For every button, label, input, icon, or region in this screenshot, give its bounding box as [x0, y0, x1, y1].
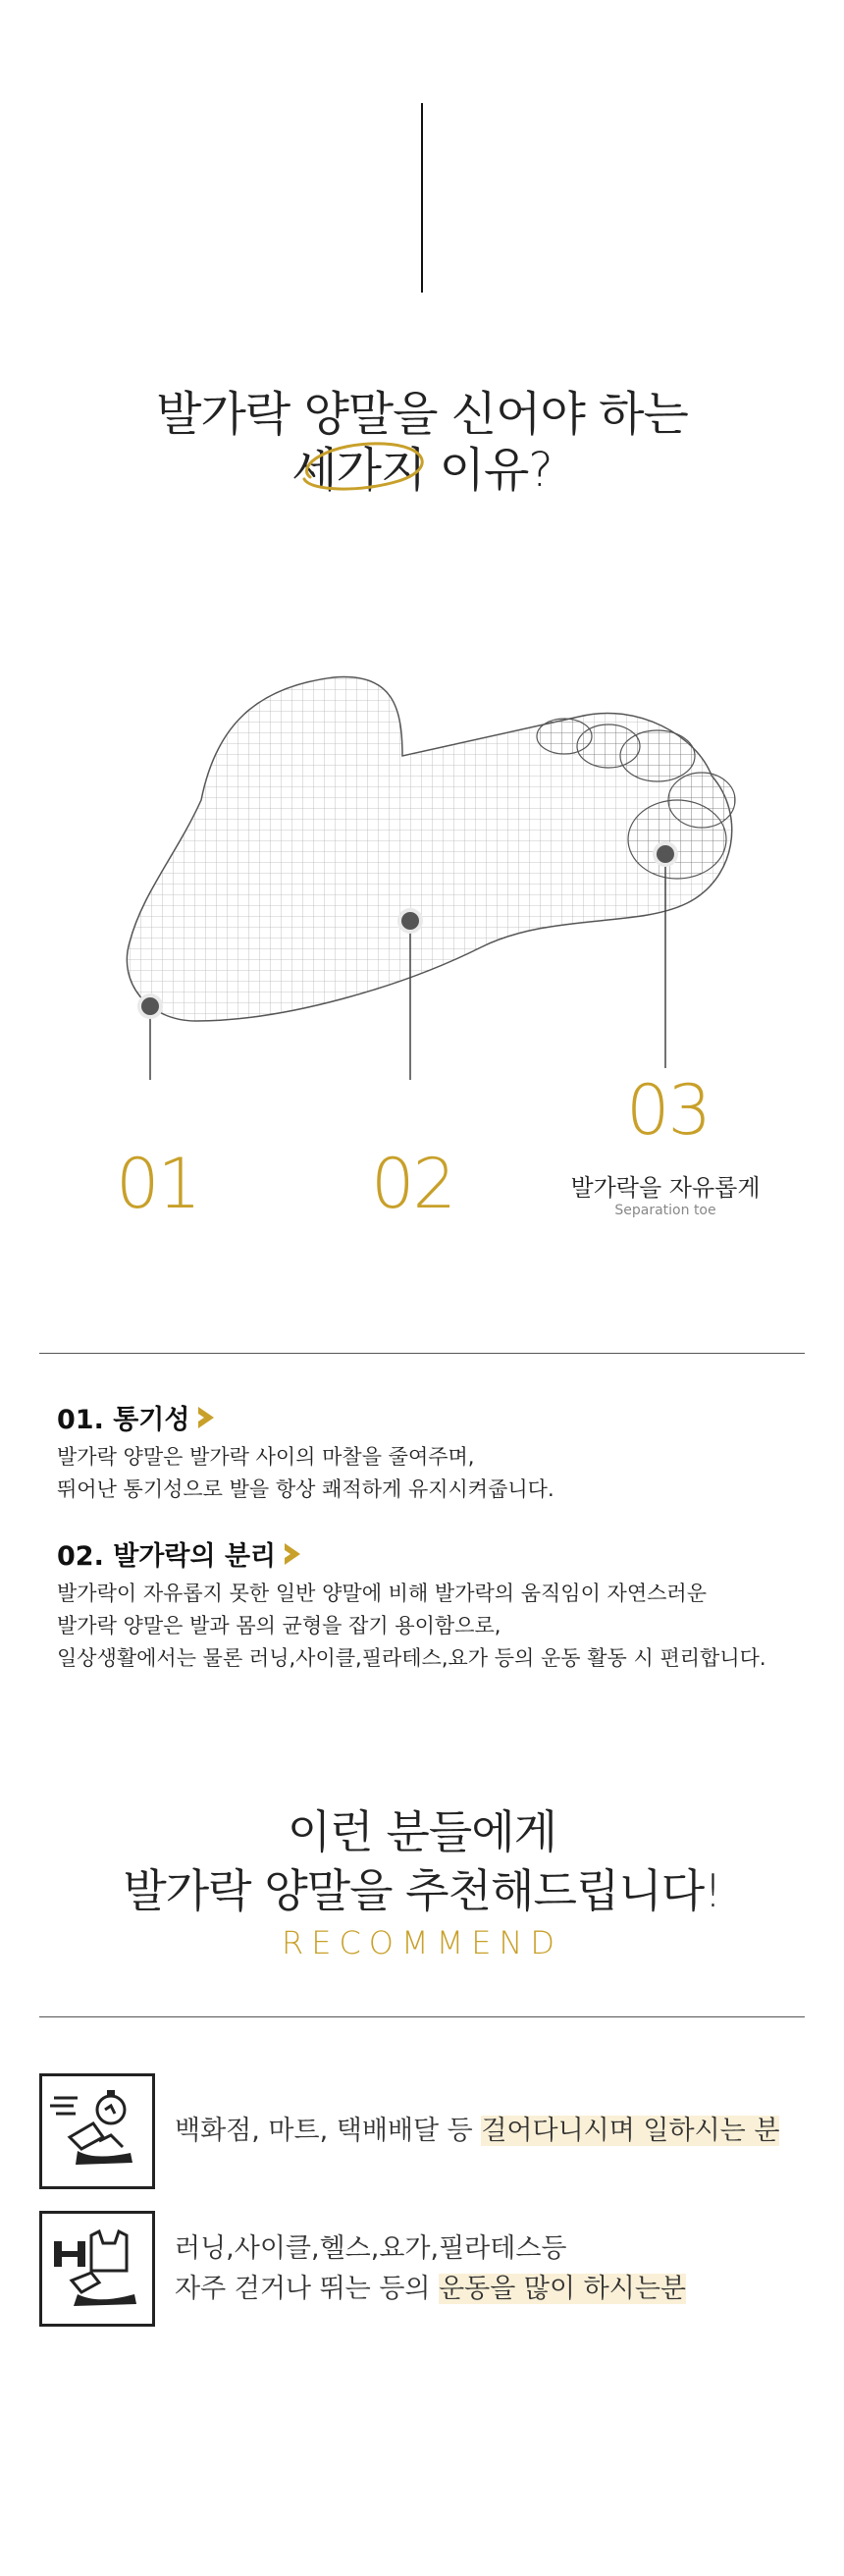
hero-title-line1: 발가락 양말을 신어야 하는 — [156, 387, 688, 442]
section-divider — [39, 2016, 805, 2017]
fitness-icon — [42, 2214, 152, 2324]
recommend-english-label: RECOMMEND — [282, 1924, 562, 1961]
gold-circle-mark-icon — [290, 430, 438, 497]
point-number-03: 03 — [626, 1070, 711, 1151]
recommend-item-2-line1: 러닝,사이클,헬스,요가,필라테스등 — [175, 2233, 567, 2264]
recommend-item-1-text: 백화점, 마트, 택배배달 등 — [175, 2116, 482, 2146]
recommend-item-2-line2 — [175, 2271, 686, 2308]
section2-heading — [57, 1534, 303, 1573]
section2-line3: 일상생활에서는 물론 러닝,사이클,필라테스,요가 등의 운동 활동 시 편리합니다. — [57, 1646, 766, 1670]
section1-body — [57, 1441, 554, 1506]
toe-label-korean: 발가락을 자유롭게 — [570, 1174, 761, 1202]
section1-line2: 뛰어난 통기성으로 발을 항상 쾌적하게 유지시켜줍니다. — [57, 1477, 554, 1501]
chevron-right-icon — [195, 1405, 217, 1430]
top-divider-line — [421, 103, 423, 293]
recommend-item-2-text: 자주 걷거나 뛰는 등의 — [175, 2274, 440, 2304]
recommend-title-line1: 이런 분들에게 — [287, 1805, 557, 1858]
section1-line1: 발가락 양말은 발가락 사이의 마찰을 줄여주며, — [57, 1445, 475, 1469]
section1-heading — [57, 1398, 217, 1436]
hero-title-highlight: 세가지 — [291, 443, 426, 498]
section2-line1: 발가락이 자유롭지 못한 일반 양말에 비해 발가락의 움직임이 자연스러운 — [57, 1582, 707, 1605]
fitness-icon-box — [39, 2211, 155, 2327]
recommend-item-2-highlight: 운동을 많이 하시는분 — [439, 2274, 686, 2304]
point-number-02: 02 — [371, 1144, 455, 1224]
section2-heading-text: 02. 발가락의 분리 — [57, 1541, 277, 1572]
recommend-item-1 — [175, 2113, 779, 2150]
section1-heading-text: 01. 통기성 — [57, 1405, 190, 1435]
section-divider — [39, 1353, 805, 1354]
section2-line2: 발가락 양말은 발과 몸의 균형을 잡기 용이함으로, — [57, 1614, 501, 1637]
section2-body — [57, 1578, 766, 1675]
recommend-item-1-highlight: 걸어다니시며 일하시는 분 — [481, 2116, 780, 2146]
walking-worker-icon-box — [39, 2073, 155, 2189]
hero-title-rest: 이유? — [425, 443, 553, 498]
recommend-title-line2: 발가락 양말을 추천해드립니다! — [123, 1864, 721, 1917]
wireframe-foot-illustration — [108, 668, 756, 1080]
toe-label-english: Separation toe — [614, 1203, 716, 1218]
walking-worker-icon — [42, 2076, 152, 2186]
point-number-01: 01 — [116, 1144, 200, 1224]
chevron-right-icon — [282, 1541, 303, 1567]
